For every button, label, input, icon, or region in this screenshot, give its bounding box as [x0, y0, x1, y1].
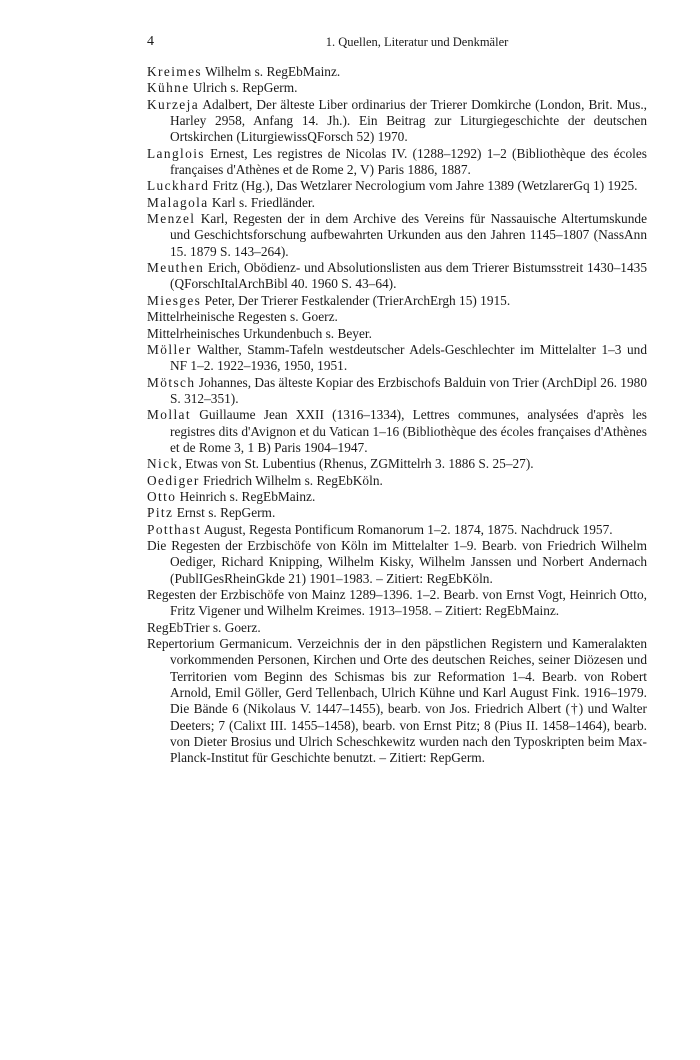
document-page	[147, 32, 647, 767]
entry-text: Die Regesten der Erzbischöfe von Köln im Mittelalter 1–9. Bearb. von Friedrich Wilhelm Oediger, Richard Knipping, Wilhelm Kisky, Wilhelm Janssen und Norbert Andernach (PublIGesRheinGkde 21) 1901–1983. – Zitiert: RegEbKöln.	[147, 537, 647, 586]
entry-author: Kurzeja	[147, 96, 200, 112]
bibliography-entry	[147, 326, 647, 342]
bibliography-entry	[147, 375, 647, 408]
bibliography-entry	[147, 195, 647, 211]
bibliography-entry	[147, 587, 647, 620]
bibliography-entry	[147, 146, 647, 179]
entry-author: Möller	[147, 341, 192, 357]
entry-author: Langlois	[147, 145, 205, 161]
entry-text: Erich, Obödienz- und Absolutionslisten aus dem Trierer Bistumsstreit 1430–1435 (QForschItalArchBibl 40. 1960 S. 43–64).	[170, 260, 647, 292]
bibliography-entry	[147, 522, 647, 538]
entry-author: Miesges	[147, 292, 202, 308]
bibliography-entry	[147, 505, 647, 521]
entry-author: Oediger	[147, 472, 200, 488]
entry-text: Johannes, Das älteste Kopiar des Erzbischofs Balduin von Trier (ArchDipl 26. 1980 S. 312–351).	[170, 374, 647, 406]
entry-text: August, Regesta Pontificum Romanorum 1–2. 1874, 1875. Nachdruck 1957.	[201, 521, 613, 537]
bibliography-entry	[147, 211, 647, 260]
bibliography-entry	[147, 178, 647, 194]
bibliography-entry	[147, 293, 647, 309]
bibliography-entry	[147, 80, 647, 96]
bibliography-entry	[147, 620, 647, 636]
running-header	[147, 32, 647, 52]
entry-author: Pitz	[147, 505, 174, 521]
bibliography-entry	[147, 489, 647, 505]
entry-text: Wilhelm s. RegEbMainz.	[202, 64, 341, 79]
entry-text: Repertorium Germanicum. Verzeichnis der in den päpstlichen Registern und Kameralakten vorkommenden Personen, Kirchen und Orte des deutschen Reiches, seiner Diözesen und Territorien vom Beginn des Schismas bis zur Reformation 1–4. Bearb. von Robert Arnold, Emil Göller, Gerd Tellenbach, Ulrich Kühne und Karl August Fink. 1916–1979. Die Bände 6 (Nikolaus V. 1447–1455), bearb. von Jos. Friedrich Albert (†) und Walter Deeters; 7 (Calixt III. 1455–1458), bearb. von Ernst Pitz; 8 (Pius II. 1458–1464), bearb. von Dieter Brosius und Ulrich Scheschkewitz wurden nach den Typoskripten beim Max-Planck-Institut für Geschichte benutzt. – Zitiert: RepGerm.	[147, 636, 647, 766]
entry-text: Walther, Stamm-Tafeln westdeutscher Adels-Geschlechter im Mittelalter 1–3 und NF 1–2. 1922–1936, 1950, 1951.	[170, 341, 647, 374]
entry-author: Nick	[147, 456, 179, 472]
entry-author: Mötsch	[147, 374, 196, 390]
entry-author: Kreimes	[147, 64, 203, 79]
entry-author: Kühne	[147, 80, 190, 96]
entry-author: Malagola	[147, 194, 209, 210]
bibliography-entry	[147, 456, 647, 472]
bibliography-entry	[147, 97, 647, 146]
entry-text: Friedrich Wilhelm s. RegEbKöln.	[199, 472, 383, 488]
bibliography-entry	[147, 64, 647, 80]
entry-text: Ulrich s. RepGerm.	[189, 80, 298, 96]
entry-text: Mittelrheinisches Urkundenbuch s. Beyer.	[147, 325, 372, 341]
entry-author: Otto	[147, 488, 177, 504]
entry-text: Fritz (Hg.), Das Wetzlarer Necrologium vom Jahre 1389 (WetzlarerGq 1) 1925.	[209, 178, 638, 194]
page-number: 4	[147, 34, 154, 49]
entry-text: Peter, Der Trierer Festkalender (TrierArchErgh 15) 1915.	[201, 292, 511, 308]
bibliography-entry	[147, 636, 647, 767]
entry-author: Potthast	[147, 521, 202, 537]
entry-text: Ernst s. RepGerm.	[173, 505, 276, 521]
bibliography-entry	[147, 309, 647, 325]
bibliography-entry	[147, 342, 647, 375]
entry-text: Mittelrheinische Regesten s. Goerz.	[147, 309, 338, 325]
bibliography-entry	[147, 473, 647, 489]
bibliography-entry	[147, 538, 647, 587]
entry-author: Meuthen	[147, 260, 205, 276]
entry-text: Karl, Regesten der in dem Archive des Vereins für Nassauische Altertumskunde und Geschichtsforschung aufbewahrten Urkunden aus den Jahren 1145–1807 (NassAnn 15. 1879 S. 143–264).	[170, 211, 647, 259]
running-title: 1. Quellen, Literatur und Denkmäler	[325, 35, 509, 49]
entry-text: Adalbert, Der älteste Liber ordinarius der Trierer Domkirche (London, Brit. Mus., Harley 2958, Anfang 14. Jh.). Ein Beitrag zur Liturgiegeschichte der deutschen Ortskirchen (LiturgiewissQForsch 52) 1970.	[170, 96, 647, 145]
bibliography-list	[147, 64, 647, 767]
bibliography-entry	[147, 260, 647, 293]
entry-text: RegEbTrier s. Goerz.	[147, 619, 261, 635]
entry-text: Karl s. Friedländer.	[208, 194, 315, 210]
entry-text: Regesten der Erzbischöfe von Mainz 1289–1396. 1–2. Bearb. von Ernst Vogt, Heinrich Otto, Fritz Vigener und Wilhelm Kreimes. 1913–1958. – Zitiert: RegEbMainz.	[147, 587, 647, 619]
entry-author: Mollat	[147, 407, 191, 423]
entry-author: Menzel	[147, 211, 196, 227]
entry-text: Heinrich s. RegEbMainz.	[176, 488, 316, 504]
entry-text: Ernest, Les registres de Nicolas IV. (1288–1292) 1–2 (Bibliothèque des écoles françaises d'Athènes et de Rome 2, V) Paris 1886, 1887.	[170, 145, 647, 178]
entry-text: , Etwas von St. Lubentius (Rhenus, ZGMittelrh 3. 1886 S. 25–27).	[178, 456, 534, 472]
bibliography-entry	[147, 407, 647, 456]
entry-text: Guillaume Jean XXII (1316–1334), Lettres communes, analysées d'après les registres dits d'Avignon et du Vatican 1–16 (Bibliothèque des écoles françaises d'Athènes et de Rome 3, 1 B) Paris 1904–1947.	[170, 407, 647, 455]
entry-author: Luckhard	[147, 178, 210, 194]
